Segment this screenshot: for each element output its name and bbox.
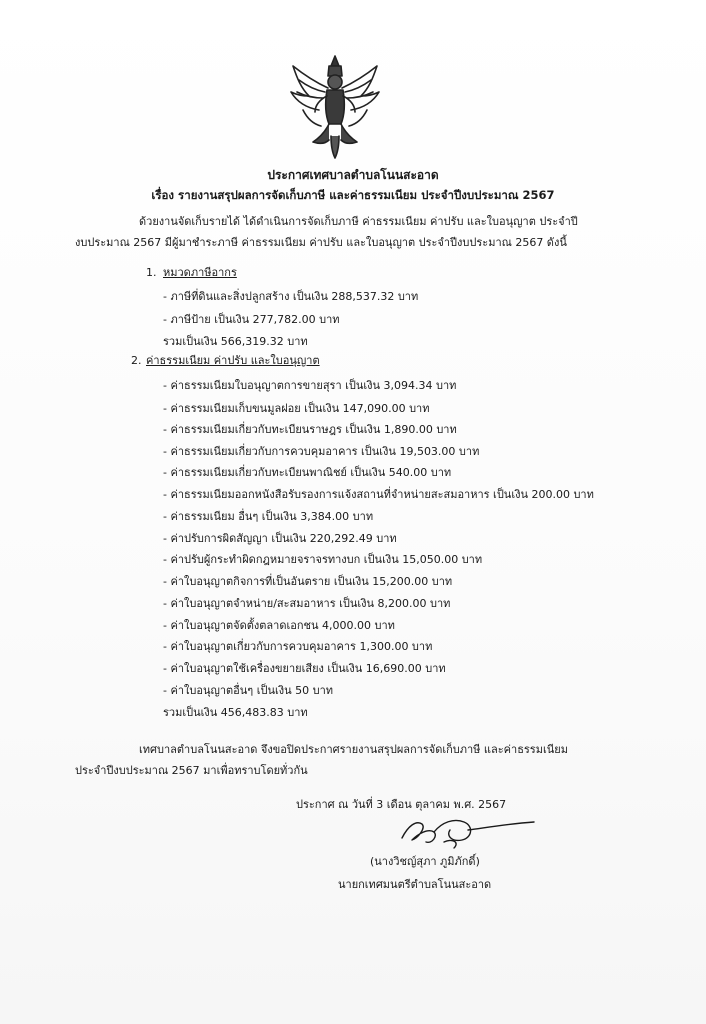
handwritten-signature [388, 808, 538, 858]
list-item: - ภาษีที่ดินและสิ่งปลูกสร้าง เป็นเงิน 288,537.32 บาท [163, 290, 419, 303]
list-item: - ค่าใบอนุญาตใช้เครื่องขยายเสียง เป็นเงิน 16,690.00 บาท [163, 662, 446, 675]
section1-heading: หมวดภาษีอากร [163, 266, 237, 279]
document-subject: เรื่อง รายงานสรุปผลการจัดเก็บภาษี และค่าธรรมเนียม ประจำปีงบประมาณ 2567 [151, 188, 555, 202]
list-item: - ค่าธรรมเนียม อื่นๆ เป็นเงิน 3,384.00 บาท [163, 510, 374, 523]
list-item: - ภาษีป้าย เป็นเงิน 277,782.00 บาท [163, 313, 340, 326]
list-item: - ค่าใบอนุญาตจัดตั้งตลาดเอกชน 4,000.00 บาท [163, 619, 395, 632]
list-item: - ค่าธรรมเนียมออกหนังสือรับรองการแจ้งสถานที่จำหน่ายสะสมอาหาร เป็นเงิน 200.00 บาท [163, 488, 594, 501]
list-item: - ค่าใบอนุญาตจำหน่าย/สะสมอาหาร เป็นเงิน 8,200.00 บาท [163, 597, 451, 610]
list-item: - ค่าธรรมเนียมเกี่ยวกับทะเบียนพาณิชย์ เป็นเงิน 540.00 บาท [163, 466, 452, 479]
section2-heading: ค่าธรรมเนียม ค่าปรับ และใบอนุญาต [146, 354, 320, 367]
intro-line-2: งบประมาณ 2567 มีผู้มาชำระภาษี ค่าธรรมเนียม ค่าปรับ และใบอนุญาต ประจำปีงบประมาณ 2567 ดังนี้ [75, 236, 567, 249]
list-item: - ค่าใบอนุญาตกิจการที่เป็นอันตราย เป็นเงิน 15,200.00 บาท [163, 575, 453, 588]
signer-name: (นางวิชญ์สุภา ภูมิภักดิ์) [370, 855, 480, 868]
signer-position: นายกเทศมนตรีตำบลโนนสะอาด [338, 878, 492, 891]
list-item: - ค่าธรรมเนียมเกี่ยวกับการควบคุมอาคาร เป็นเงิน 19,503.00 บาท [163, 445, 480, 458]
list-item: - ค่าปรับผู้กระทำผิดกฎหมายจราจรทางบก เป็นเงิน 15,050.00 บาท [163, 553, 483, 566]
section1-number: 1. [146, 266, 157, 279]
section1-total: รวมเป็นเงิน 566,319.32 บาท [163, 335, 308, 348]
closing-line-1: เทศบาลตำบลโนนสะอาด จึงขอปิดประกาศรายงานสรุปผลการจัดเก็บภาษี และค่าธรรมเนียม [139, 743, 568, 756]
closing-line-2: ประจำปีงบประมาณ 2567 มาเพื่อทราบโดยทั่วกัน [75, 764, 308, 777]
section2-total: รวมเป็นเงิน 456,483.83 บาท [163, 706, 308, 719]
announcement-date: ประกาศ ณ วันที่ 3 เดือน ตุลาคม พ.ศ. 2567 [296, 798, 507, 811]
list-item: - ค่าใบอนุญาตเกี่ยวกับการควบคุมอาคาร 1,300.00 บาท [163, 640, 433, 653]
list-item: - ค่าธรรมเนียมเกี่ยวกับทะเบียนราษฎร เป็นเงิน 1,890.00 บาท [163, 423, 457, 436]
document-title: ประกาศเทศบาลตำบลโนนสะอาด [267, 168, 439, 182]
list-item: - ค่าธรรมเนียมเก็บขนมูลฝอย เป็นเงิน 147,090.00 บาท [163, 402, 430, 415]
section2-number: 2. [131, 354, 142, 367]
intro-line-1: ด้วยงานจัดเก็บรายได้ ได้ดำเนินการจัดเก็บภาษี ค่าธรรมเนียม ค่าปรับ และใบอนุญาต ประจำปี [139, 215, 578, 228]
list-item: - ค่าธรรมเนียมใบอนุญาตการขายสุรา เป็นเงิน 3,094.34 บาท [163, 379, 457, 392]
list-item: - ค่าปรับการผิดสัญญา เป็นเงิน 220,292.49 บาท [163, 532, 397, 545]
list-item: - ค่าใบอนุญาตอื่นๆ เป็นเงิน 50 บาท [163, 684, 334, 697]
garuda-emblem-icon [285, 52, 385, 160]
